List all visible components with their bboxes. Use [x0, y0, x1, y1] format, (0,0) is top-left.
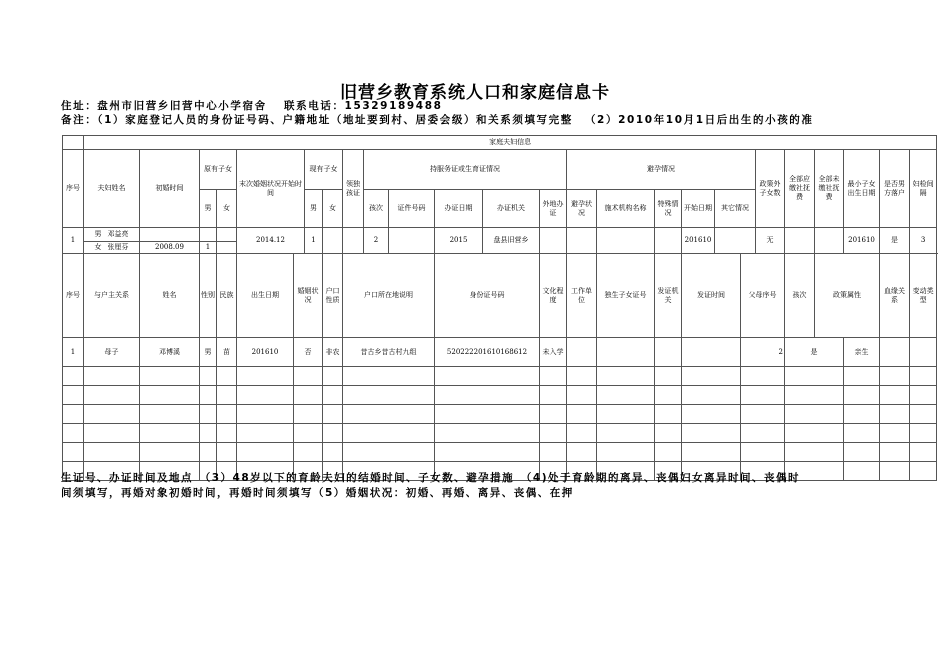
footer-line-1: 生证号、办证时间及地点 （3）48岁以下的育龄夫妇的结婚时间、子女数、避孕措施 （4)处于育龄期的离异、丧偶妇女离异时间、丧偶时	[61, 472, 801, 484]
page-title: 旧营乡教育系统人口和家庭信息卡	[340, 83, 610, 103]
s2-header-hukou-addr: 户口所在地说明	[343, 254, 435, 338]
s2-header-change-type: 变动类型	[910, 254, 937, 338]
member-name: 邓博溪	[140, 338, 200, 367]
s2-header-sex: 性别	[200, 254, 217, 338]
header-orig-male: 男	[200, 190, 217, 228]
header-contra-status: 避孕状况	[567, 190, 597, 228]
header-cur-male: 男	[305, 190, 323, 228]
orig-male-value: 1	[200, 242, 217, 254]
note-line: 备注：（1）家庭登记人员的身份证号码、户籍地址（地址要到村、居委会级）和关系须填写完整 （2）2010年10月1日后出生的小孩的准	[61, 114, 814, 126]
start-date-value: 201610	[682, 228, 715, 254]
s2-header-marital: 婚姻状况	[294, 254, 323, 338]
s2-header-seq: 序号	[63, 254, 84, 338]
section1-title-row	[63, 136, 937, 150]
section2-header-row	[63, 254, 937, 338]
first-marriage-value: 2008.09	[140, 242, 200, 254]
member-row	[63, 338, 937, 367]
member-policy-attr: 是	[785, 338, 844, 367]
issue-date-value: 2015	[435, 228, 483, 254]
footer-line-2: 间须填写，再婚对象初婚时间，再婚时间须填写（5）婚姻状况：初婚、再婚、离异、丧偶、在押	[61, 487, 574, 499]
s2-header-work-unit: 工作单位	[567, 254, 597, 338]
s2-header-issue-time: 发证时间	[682, 254, 741, 338]
s2-header-issue-org: 发证机关	[655, 254, 682, 338]
header-couple-name: 夫妇姓名	[84, 150, 140, 228]
female-label: 女	[94, 243, 102, 251]
footer-notes	[61, 471, 901, 501]
s2-header-parent-seq: 父母序号	[741, 254, 785, 338]
header-first-marriage: 初婚时间	[140, 150, 200, 228]
member-relation: 母子	[84, 338, 140, 367]
header-policy-outside: 政策外子女数	[756, 150, 785, 228]
member-birth: 201610	[237, 338, 294, 367]
member-hukou-addr: 昔古乡昔古村九组	[343, 338, 435, 367]
policy-outside-value: 无	[756, 228, 785, 254]
s2-header-hukou-type: 户口性质	[323, 254, 343, 338]
male-label: 男	[94, 230, 102, 238]
info-card-table	[62, 135, 937, 481]
s2-header-id-no: 身份证号码	[435, 254, 540, 338]
member-blood: 亲生	[844, 338, 880, 367]
checkup-interval-value: 3	[910, 228, 937, 254]
s2-header-ethnic: 民族	[217, 254, 237, 338]
wife-cell	[84, 242, 140, 254]
couple-seq: 1	[63, 228, 84, 254]
header-cur-female: 女	[323, 190, 343, 228]
header-contra-group: 避孕情况	[567, 150, 756, 190]
last-marriage-value: 2014.12	[237, 228, 305, 254]
s2-header-relation: 与户主关系	[84, 254, 140, 338]
header-clinic-name: 施术机构名称	[597, 190, 655, 228]
header-issue-date: 办证日期	[435, 190, 483, 228]
header-checkup-interval: 妇检间隔	[910, 150, 937, 228]
header-single-child: 领独孩证	[343, 150, 364, 228]
issue-org-value: 盘县旧营乡	[483, 228, 540, 254]
member-row-empty	[63, 367, 937, 386]
member-marital: 否	[294, 338, 323, 367]
couple-row-husband	[63, 228, 937, 242]
member-id-no: 520222201610168612	[435, 338, 540, 367]
member-education: 未入学	[540, 338, 567, 367]
member-row-empty	[63, 424, 937, 443]
header-last-marriage: 末次婚姻状况开始时间	[237, 150, 305, 228]
wife-name: 张厘芬	[107, 243, 129, 251]
cert-child-no-value: 2	[364, 228, 389, 254]
header-start-date: 开始日期	[682, 190, 715, 228]
header-male-side: 是否男方落户	[880, 150, 910, 228]
header-other: 其它情况	[715, 190, 756, 228]
address-line: 住址：盘州市旧营乡旧营中心小学宿舍 联系电话：15329189488	[61, 100, 443, 112]
header-issue-org: 办证机关	[483, 190, 540, 228]
s2-header-name: 姓名	[140, 254, 200, 338]
s2-header-only-child-cert: 独生子女证号	[597, 254, 655, 338]
cur-male-value: 1	[305, 228, 323, 254]
header-youngest-birth: 最小子女出生日期	[844, 150, 880, 228]
header-seq: 序号	[63, 150, 84, 228]
s2-header-birth: 出生日期	[237, 254, 294, 338]
header-all-unpaid: 全部未缴社抚费	[815, 150, 844, 228]
header-special: 特殊情况	[655, 190, 682, 228]
member-sex: 男	[200, 338, 217, 367]
header-cert-group: 持服务证或生育证情况	[364, 150, 567, 190]
header-all-paid: 全部应缴社抚费	[785, 150, 815, 228]
male-side-value: 是	[880, 228, 910, 254]
member-child-no: 2	[741, 338, 785, 367]
member-row-empty	[63, 443, 937, 462]
header-orig-female: 女	[217, 190, 237, 228]
header-current-children: 现有子女	[305, 150, 343, 190]
husband-cell	[84, 228, 140, 242]
s2-header-policy-attr: 政策属性	[815, 254, 880, 338]
member-row-empty	[63, 405, 937, 424]
s2-header-education: 文化程度	[540, 254, 567, 338]
section1-header-row-1	[63, 150, 937, 190]
member-ethnic: 苗	[217, 338, 237, 367]
s2-header-blood: 血缘关系	[880, 254, 910, 338]
header-cert-no: 证件号码	[389, 190, 435, 228]
husband-name: 邓益亮	[107, 230, 129, 238]
header-cert-child-no: 孩次	[364, 190, 389, 228]
header-orig-children: 原有子女	[200, 150, 237, 190]
member-hukou-type: 非农	[323, 338, 343, 367]
section1-title: 家庭夫妇信息	[84, 136, 937, 150]
s2-header-child-no: 孩次	[785, 254, 815, 338]
member-row-empty	[63, 386, 937, 405]
youngest-birth-value: 201610	[844, 228, 880, 254]
header-outside-issue: 外地办证	[540, 190, 567, 228]
member-seq: 1	[63, 338, 84, 367]
